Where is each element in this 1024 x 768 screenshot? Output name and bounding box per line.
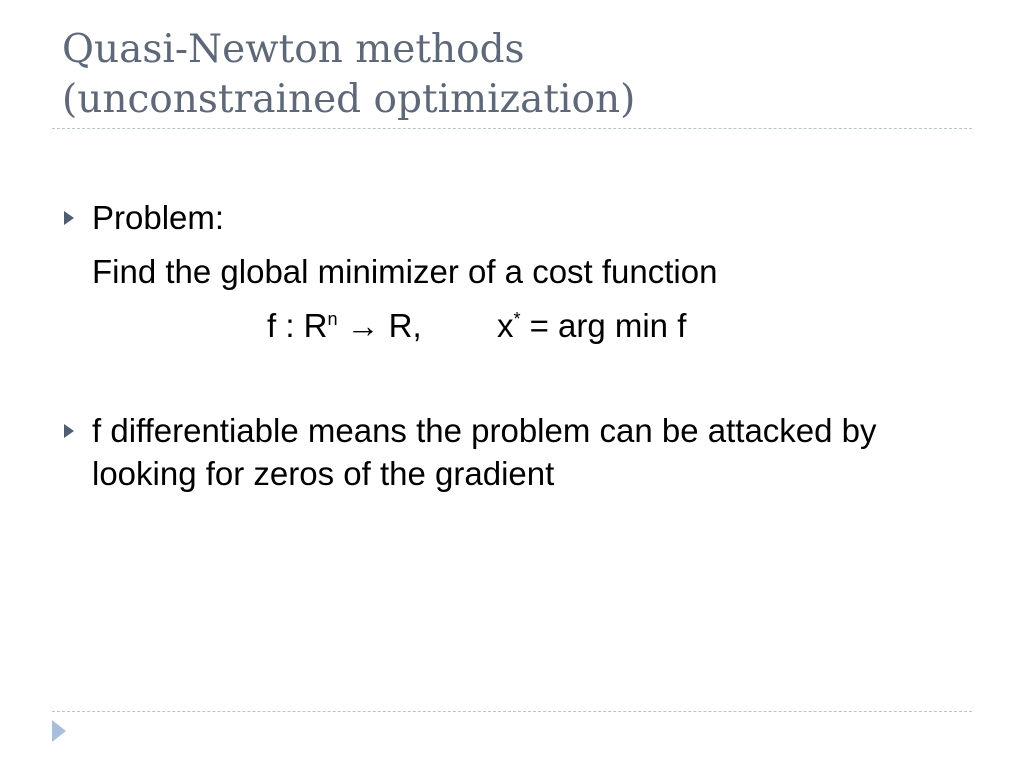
minimizer-symbol: x: [497, 307, 514, 344]
minimizer-star: *: [513, 309, 521, 330]
slide-title: [62, 25, 635, 125]
bullet-triangle-icon: [64, 424, 74, 438]
gradient-line-1: f differentiable means the problem can be attacked by: [92, 412, 877, 449]
gradient-line-2: looking for zeros of the gradient: [92, 455, 555, 492]
title-divider: [52, 128, 972, 129]
gradient-description: [92, 409, 877, 495]
problem-description: Find the global minimizer of a cost function: [92, 253, 718, 290]
argmin-expression: = arg min f: [529, 307, 687, 344]
mapping-arrow: →: [346, 307, 380, 344]
argmin-equation: [497, 306, 686, 346]
corner-arrow-icon: [52, 720, 66, 742]
mapping-domain: f : R: [267, 307, 328, 344]
title-line-1: Quasi-Newton methods: [62, 27, 525, 72]
mapping-codomain: R,: [388, 307, 422, 344]
mapping-expression: [267, 306, 422, 346]
problem-label: Problem:: [92, 199, 225, 236]
bullet-triangle-icon: [64, 211, 74, 225]
title-line-2: (unconstrained optimization): [62, 77, 636, 122]
mapping-exponent: n: [327, 309, 338, 330]
footer-divider: [52, 711, 972, 712]
